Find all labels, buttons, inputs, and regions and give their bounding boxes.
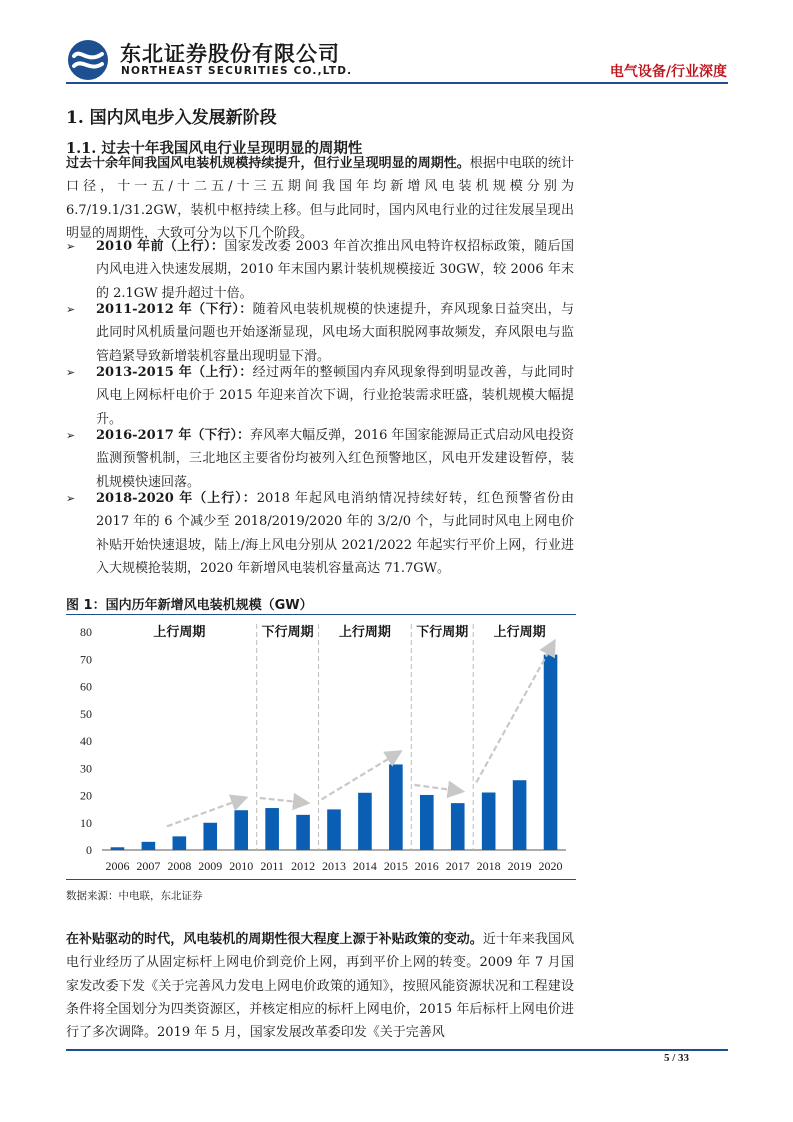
phase-label: 下行周期	[261, 625, 314, 640]
bullet-heading: 2010 年前（上行）：	[96, 239, 225, 254]
y-tick-label: 60	[80, 679, 92, 694]
x-tick-label: 2013	[322, 859, 346, 873]
company-name-en: NORTHEAST SECURITIES CO.,LTD.	[121, 65, 353, 77]
x-tick-label: 2018	[476, 859, 501, 873]
phase-label: 上行周期	[153, 625, 206, 640]
trend-arrow-down	[414, 785, 460, 791]
x-tick-label: 2019	[507, 859, 532, 873]
phase-label: 下行周期	[416, 625, 469, 640]
bar-2017	[451, 803, 465, 850]
y-tick-label: 50	[80, 706, 92, 721]
bar-2006	[111, 847, 125, 850]
bar-2020	[544, 655, 558, 850]
bullet-arrow-icon: ➢	[66, 303, 76, 316]
x-tick-label: 2020	[538, 859, 563, 873]
x-tick-label: 2010	[229, 859, 254, 873]
x-tick-label: 2017	[445, 859, 470, 873]
figure-title: 图 1：国内历年新增风电装机规模（GW）	[66, 598, 313, 613]
y-tick-label: 30	[80, 761, 92, 776]
bullet-arrow-icon: ➢	[66, 366, 76, 379]
company-name-cn: 东北证券股份有限公司	[120, 42, 340, 66]
x-tick-label: 2008	[167, 859, 192, 873]
bullet-text: 弃风率大幅反弹，2016 年国家能源局正式启动风电投资监测预警机制，三北地区主要省份均被列入红色预警地区，风电开发建设暂停，装机规模快速回落。	[96, 428, 574, 490]
bullet-item	[66, 298, 574, 368]
intro-bold: 过去十余年间我国风电装机规模持续提升，但行业呈现明显的周期性。	[66, 156, 470, 171]
trend-arrow-up	[322, 752, 399, 799]
y-tick-label: 40	[80, 734, 92, 748]
bar-2014	[358, 793, 372, 850]
bullet-heading: 2016-2017 年（下行）：	[96, 428, 251, 443]
y-tick-label: 80	[80, 625, 92, 639]
page-number: 5 / 33	[664, 1052, 690, 1064]
x-tick-label: 2015	[383, 859, 408, 873]
intro-text: 根据中电联的统计口径，十一五/十二五/十三五期间我国年均新增风电装机规模分别为6.7/19.1/31.2GW，装机中枢持续上移。但与此同时，国内风电行业的过往发展呈现出明显的周期性，大致可分为以下几个阶段。	[66, 156, 574, 241]
figure-source: 数据来源：中电联，东北证券	[66, 890, 203, 902]
x-tick-label: 2007	[136, 859, 161, 873]
figure-bottom-rule	[66, 879, 576, 880]
y-tick-label: 20	[80, 788, 92, 803]
x-tick-label: 2014	[352, 859, 377, 873]
bullet-arrow-icon: ➢	[66, 240, 76, 253]
bar-2016	[420, 795, 434, 850]
x-tick-label: 2012	[291, 859, 316, 873]
company-logo	[68, 40, 108, 80]
x-tick-label: 2016	[414, 859, 439, 873]
bullet-text: 经过两年的整顿国内弃风现象得到明显改善，与此同时风电上网标杆电价于 2015 年迎来首次下调，行业抢装需求旺盛，装机规模大幅提升。	[96, 365, 574, 427]
y-tick-label: 10	[80, 815, 92, 830]
trend-arrow-down	[260, 798, 306, 803]
y-tick-label: 0	[86, 843, 92, 857]
intro-paragraph	[66, 152, 574, 245]
bar-2011	[265, 808, 279, 850]
bar-2012	[296, 815, 310, 850]
x-tick-label: 2011	[260, 859, 284, 873]
phase-label: 上行周期	[493, 625, 546, 640]
report-sector: 电气设备/行业深度	[609, 64, 727, 80]
footer-divider	[66, 1049, 728, 1051]
bar-2015	[389, 764, 403, 850]
installation-bar-chart	[66, 616, 578, 878]
bullet-item	[66, 487, 574, 580]
bullet-heading: 2013-2015 年（上行）：	[96, 365, 253, 380]
bullet-heading: 2018-2020 年（上行）：	[96, 491, 257, 506]
bar-2009	[203, 823, 217, 850]
logo-wave-icon	[68, 40, 108, 80]
x-tick-label: 2006	[105, 859, 130, 873]
bullet-text: 2018 年起风电消纳情况持续好转，红色预警省份由 2017 年的 6 个减少至 2018/2019/2020 年的 3/2/0 个，与此同时风电上网电价补贴开始快速退坡，陆上/海上风电分别从 2021/2022 年起实行平价上网，行业进入大规模抢装期，2020 年新增风电装机容量高达 71.7GW。	[96, 491, 574, 576]
x-tick-label: 2009	[198, 859, 223, 873]
trend-arrow-up	[167, 798, 244, 826]
y-tick-label: 70	[80, 652, 92, 667]
closing-text: 近十年来我国风电行业经历了从固定标杆上网电价到竞价上网，再到平价上网的转变。2009 年 7 月国家发改委下发《关于完善风力发电上网电价政策的通知》，按照风能资源状况和工程建设条件将全国划分为四类资源区，并核定相应的标杆上网电价，2015 年后标杆上网电价进行了多次调降。2019 年 5 月，国家发展改革委印发《关于完善风	[66, 932, 574, 1041]
bar-2010	[234, 810, 248, 850]
bar-2007	[142, 842, 156, 850]
bar-2019	[513, 780, 527, 850]
bar-2008	[173, 836, 187, 850]
header-divider	[66, 82, 728, 84]
bar-2013	[327, 809, 341, 850]
bullet-text: 随着风电装机规模的快速提升，弃风现象日益突出，与此同时风机质量问题也开始逐渐显现，风电场大面积脱网事故频发，弃风限电与监管趋紧导致新增装机容量出现明显下滑。	[96, 302, 574, 364]
bullet-heading: 2011-2012 年（下行）：	[96, 302, 253, 317]
bullet-item	[66, 235, 574, 305]
phase-label: 上行周期	[338, 625, 391, 640]
closing-bold: 在补贴驱动的时代，风电装机的周期性很大程度上源于补贴政策的变动。	[66, 932, 483, 947]
trend-arrow-up	[476, 643, 553, 783]
closing-paragraph	[66, 928, 574, 1044]
bullet-item	[66, 424, 574, 494]
bullet-text: 国家发改委 2003 年首次推出风电特许权招标政策，随后国内风电进入快速发展期，2010 年末国内累计装机规模接近 30GW，较 2006 年末的 2.1GW 提升超过十倍。	[96, 239, 574, 301]
bullet-item	[66, 361, 574, 431]
bar-2018	[482, 793, 496, 850]
subsection-heading: 1.1. 过去十年我国风电行业呈现明显的周期性	[66, 140, 363, 157]
section-heading: 1. 国内风电步入发展新阶段	[66, 108, 277, 128]
bullet-arrow-icon: ➢	[66, 429, 76, 442]
bullet-arrow-icon: ➢	[66, 492, 76, 505]
